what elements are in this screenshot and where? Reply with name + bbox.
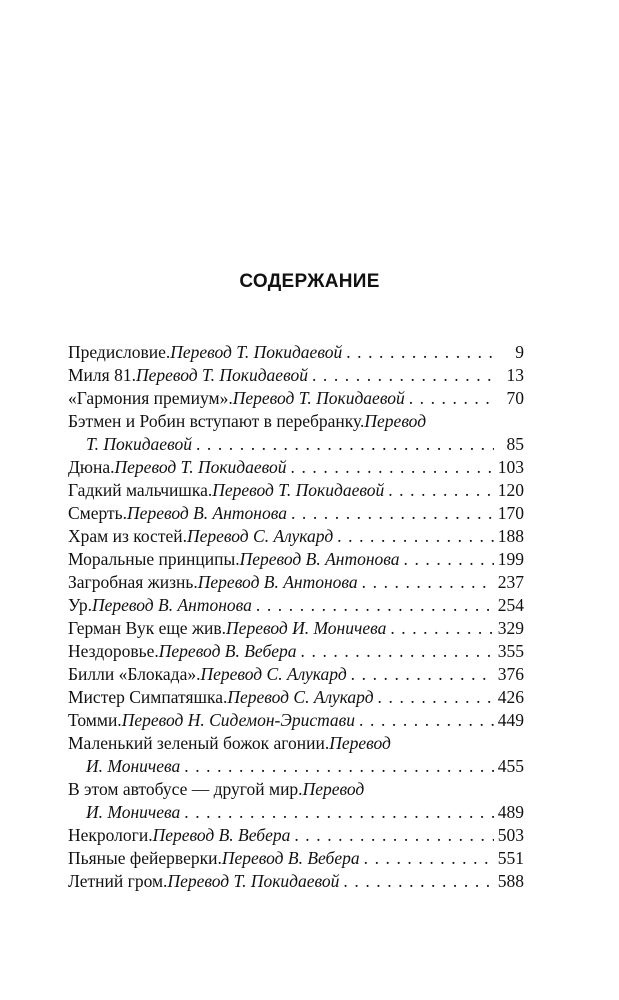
toc-entry[interactable] xyxy=(68,571,524,594)
toc-entry-line xyxy=(68,686,524,709)
dot-leader xyxy=(343,870,493,893)
toc-entry-page: 551 xyxy=(497,848,524,868)
dot-leader xyxy=(388,479,494,502)
toc-entry-page: 449 xyxy=(497,710,524,730)
toc-entry-translator: Перевод В. Антонова xyxy=(197,572,358,592)
toc-entry-page: 103 xyxy=(497,457,524,477)
dot-leader xyxy=(312,364,494,387)
toc-entry-title: Некрологи. xyxy=(68,825,153,845)
toc-entry[interactable] xyxy=(68,502,524,525)
toc-entry-page: 455 xyxy=(497,756,524,776)
toc-entry[interactable] xyxy=(68,456,524,479)
toc-entry-line xyxy=(68,479,524,502)
toc-entry-page: 376 xyxy=(497,664,524,684)
toc-entry-translator: Перевод С. Алукард xyxy=(227,687,374,707)
toc-entry-page: 170 xyxy=(497,503,524,523)
toc-entry-title: Летний гром. xyxy=(68,871,168,891)
toc-entry-translator: Перевод В. Антонова xyxy=(91,595,252,615)
toc-entry-title: Гадкий мальчишка. xyxy=(68,480,213,500)
toc-entry-page: 329 xyxy=(497,618,524,638)
toc-entry-translator: Перевод В. Антонова xyxy=(239,549,400,569)
toc-entry-page: 254 xyxy=(497,595,524,615)
toc-entry-title: Мистер Симпатяшка. xyxy=(68,687,228,707)
toc-entry[interactable] xyxy=(68,686,524,709)
toc-entry[interactable] xyxy=(68,364,524,387)
toc-entry-title: Нездоровье. xyxy=(68,641,159,661)
toc-entry-page: 188 xyxy=(497,526,524,546)
toc-entry-page: 355 xyxy=(497,641,524,661)
toc-entry-title: Маленький зеленый божок агонии. xyxy=(68,733,330,753)
toc-entry[interactable] xyxy=(68,525,524,548)
toc-entry-title: «Гармония премиум». xyxy=(68,388,233,408)
toc-entry-title: Моральные принципы. xyxy=(68,549,240,569)
toc-entry-page: 489 xyxy=(497,802,524,822)
dot-leader xyxy=(294,824,493,847)
toc-entry-title: Миля 81. xyxy=(68,365,136,385)
toc-entry-line xyxy=(68,410,524,433)
toc-entry-line xyxy=(68,870,524,893)
toc-entry-title: Загробная жизнь. xyxy=(68,572,198,592)
toc-entry-translator: Перевод В. Вебера xyxy=(158,641,297,661)
dot-leader xyxy=(378,686,494,709)
toc-entry-translator: Перевод В. Антонова xyxy=(127,503,287,523)
toc-entry[interactable] xyxy=(68,709,524,732)
toc-entry-translator: Т. Покидаевой xyxy=(86,434,192,454)
toc-entry-translator: Перевод xyxy=(364,411,427,431)
toc-entry-line xyxy=(68,456,524,479)
dot-leader xyxy=(346,341,494,364)
toc-entry-title: Смерть. xyxy=(68,503,128,523)
toc-entry-line xyxy=(68,801,524,824)
page-title: СОДЕРЖАНИЕ xyxy=(239,271,380,292)
toc-entry-translator: Перевод Т. Покидаевой xyxy=(167,871,340,891)
dot-leader xyxy=(359,709,494,732)
toc-entry-line xyxy=(68,617,524,640)
toc-entry-page: 199 xyxy=(497,549,524,569)
toc-entry[interactable] xyxy=(68,387,524,410)
dot-leader xyxy=(404,548,494,571)
table-of-contents xyxy=(68,341,524,893)
toc-entry-line xyxy=(68,824,524,847)
toc-entry[interactable] xyxy=(68,663,524,686)
toc-entry[interactable] xyxy=(68,479,524,502)
toc-entry-translator: Перевод И. Моничева xyxy=(226,618,387,638)
toc-entry[interactable] xyxy=(68,824,524,847)
toc-entry[interactable] xyxy=(68,847,524,870)
dot-leader xyxy=(351,663,494,686)
toc-entry-title: Томми. xyxy=(68,710,122,730)
toc-entry-translator: Перевод С. Алукард xyxy=(186,526,334,546)
toc-entry[interactable] xyxy=(68,341,524,364)
toc-entry-page: 120 xyxy=(497,480,524,500)
toc-entry-line xyxy=(68,387,524,410)
toc-entry-title: Бэтмен и Робин вступают в перебранку. xyxy=(68,411,365,431)
dot-leader xyxy=(256,594,494,617)
toc-entry-translator: И. Моничева xyxy=(86,802,181,822)
toc-entry-line xyxy=(68,663,524,686)
toc-entry-page: 588 xyxy=(497,871,524,891)
toc-entry-title: Пьяные фейерверки. xyxy=(68,848,222,868)
toc-entry-line xyxy=(68,778,524,801)
dot-leader xyxy=(184,755,494,778)
toc-entry-line xyxy=(68,571,524,594)
toc-entry-title: Билли «Блокада». xyxy=(68,664,201,684)
toc-entry-title: Дюна. xyxy=(68,457,115,477)
dot-leader xyxy=(364,847,494,870)
toc-entry-line xyxy=(68,364,524,387)
toc-entry-translator: И. Моничева xyxy=(86,756,181,776)
toc-entry[interactable] xyxy=(68,617,524,640)
toc-entry[interactable] xyxy=(68,548,524,571)
toc-entry-page: 85 xyxy=(506,434,524,454)
toc-entry-page: 503 xyxy=(497,825,524,845)
toc-entry-line xyxy=(68,732,524,755)
toc-entry-translator: Перевод xyxy=(329,733,391,753)
toc-entry-translator: Перевод Н. Сидемон-Эристави xyxy=(121,710,356,730)
toc-entry-translator: Перевод Т. Покидаевой xyxy=(212,480,385,500)
toc-entry-line xyxy=(68,502,524,525)
dot-leader xyxy=(291,502,494,525)
toc-entry-page: 70 xyxy=(506,388,524,408)
toc-entry-translator: Перевод Т. Покидаевой xyxy=(135,365,308,385)
toc-entry[interactable] xyxy=(68,410,524,456)
toc-entry-line xyxy=(68,847,524,870)
toc-entry-translator: Перевод Т. Покидаевой xyxy=(232,388,405,408)
toc-entry[interactable] xyxy=(68,870,524,893)
dot-leader xyxy=(184,801,494,824)
toc-entry[interactable] xyxy=(68,640,524,663)
toc-entry-line xyxy=(68,640,524,663)
toc-entry-page: 237 xyxy=(497,572,524,592)
dot-leader xyxy=(301,640,494,663)
toc-entry-page: 9 xyxy=(515,342,524,362)
toc-entry-translator: Перевод В. Вебера xyxy=(221,848,360,868)
toc-entry-title: Предисловие. xyxy=(68,342,171,362)
toc-entry-line xyxy=(68,709,524,732)
toc-entry-line xyxy=(68,755,524,778)
toc-entry-title: В этом автобусе — другой мир. xyxy=(68,779,303,799)
toc-entry-translator: Перевод Т. Покидаевой xyxy=(114,457,287,477)
dot-leader xyxy=(291,456,494,479)
toc-entry-translator: Перевод С. Алукард xyxy=(200,664,347,684)
toc-entry-line xyxy=(68,594,524,617)
toc-entry-title: Храм из костей. xyxy=(68,526,187,546)
dot-leader xyxy=(196,433,494,456)
toc-entry-line xyxy=(68,341,524,364)
toc-entry-translator: Перевод В. Вебера xyxy=(152,825,291,845)
toc-entry[interactable] xyxy=(68,732,524,778)
dot-leader xyxy=(409,387,494,410)
toc-entry-line xyxy=(68,433,524,456)
toc-entry-title: Ур. xyxy=(68,595,92,615)
dot-leader xyxy=(390,617,493,640)
toc-entry-line xyxy=(68,525,524,548)
toc-entry-translator: Перевод Т. Покидаевой xyxy=(170,342,343,362)
dot-leader xyxy=(337,525,494,548)
toc-entry-line xyxy=(68,548,524,571)
toc-entry-page: 13 xyxy=(506,365,524,385)
toc-entry-title: Герман Вук еще жив. xyxy=(68,618,227,638)
toc-entry-translator: Перевод xyxy=(302,779,365,799)
toc-entry-page: 426 xyxy=(497,687,524,707)
dot-leader xyxy=(362,571,494,594)
toc-entry[interactable] xyxy=(68,594,524,617)
toc-entry[interactable] xyxy=(68,778,524,824)
